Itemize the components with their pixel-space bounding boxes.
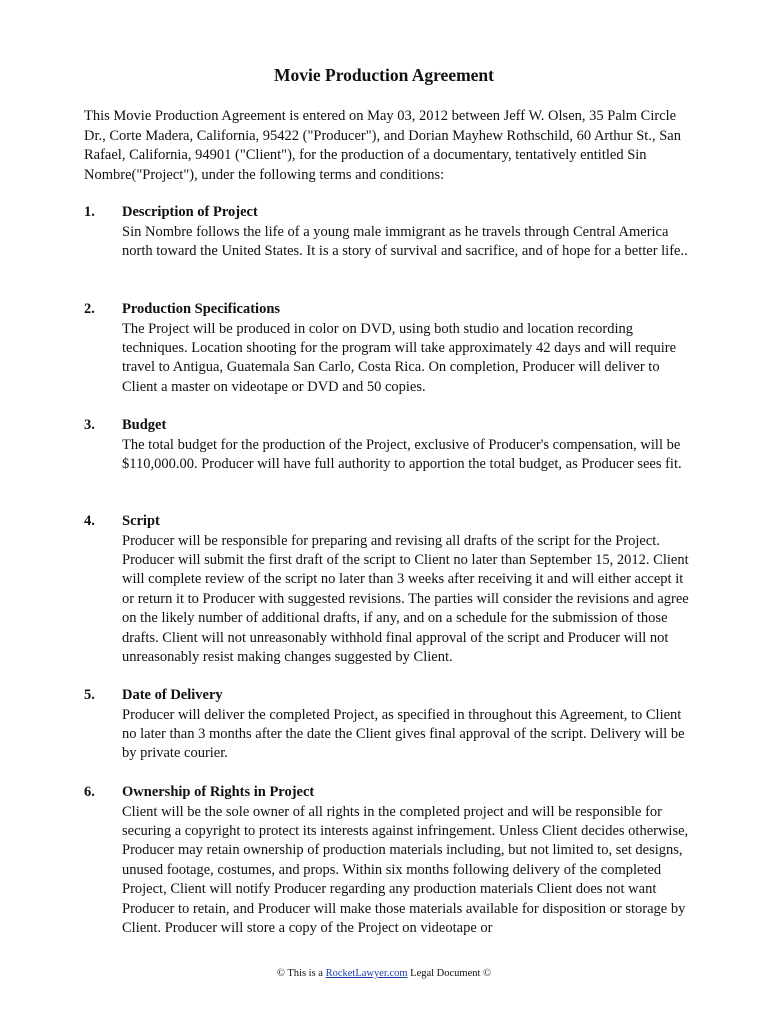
document-title: Movie Production Agreement <box>273 65 494 85</box>
intro-paragraph: This Movie Production Agreement is entered on May 03, 2012 between Jeff W. Olsen, 35 Palm Circle Dr., Corte Madera, California, 95422 ("Producer"), and Dorian Mayhew Rothschild, 60 Arthur St., San Rafael, California, 94901 ("Client"), for the production of a documentary, tentatively entitled Sin Nombre("Project"), under the following terms and conditions: <box>84 108 681 183</box>
section-heading: Budget <box>122 417 167 433</box>
section-body: Producer will deliver the completed Project, as specified in throughout this Agreement, to Client no later than 3 months after the date the Client gives final approval of the script. Delivery will be by private courier. <box>122 706 685 762</box>
rocketlawyer-link[interactable]: RocketLawyer.com <box>325 968 408 979</box>
footer-suffix: Legal Document © <box>407 968 492 979</box>
section-number: 1. <box>84 204 95 220</box>
section-number: 3. <box>84 417 95 433</box>
section-body: Client will be the sole owner of all rights in the completed project and will be responsible for securing a copyright to protect its interests against infringement. Unless Client decides otherwise, Producer may retain ownership of production materials including, but not limited to, set designs, unused footage, costumes, and props. Within six months following delivery of the completed Project, Client will notify Producer regarding any production materials Client does not want Producer to retain, and Producer will make those materials available for disposition or storage by Client. Producer will store a copy of the Project on videotape or <box>122 803 689 936</box>
section-heading: Ownership of Rights in Project <box>122 784 315 800</box>
section-number: 6. <box>84 784 95 800</box>
footer-notice <box>0 967 768 981</box>
section-heading: Production Specifications <box>122 301 281 317</box>
section-body: Sin Nombre follows the life of a young male immigrant as he travels through Central America north toward the United States. It is a story of survival and sacrifice, and of hope for a better life.. <box>122 223 688 259</box>
footer-prefix: © This is a <box>276 968 326 979</box>
section-body: Producer will be responsible for preparing and revising all drafts of the script for the Project. Producer will submit the first draft of the script to Client no later than September 15, 2012. Client will complete review of the script no later than 3 weeks after receiving it and will either accept it or return it to Producer with suggested revisions. The parties will consider the revisions and agree on the likely number of additional drafts, if any, and on a schedule for the submission of those drafts. Client will not unreasonably withhold final approval of the script and Producer will not unreasonably resist making changes suggested by Client. <box>122 532 689 665</box>
section-heading: Date of Delivery <box>122 687 223 703</box>
section-number: 4. <box>84 513 95 529</box>
section-body: The Project will be produced in color on DVD, using both studio and location recording techniques. Location shooting for the program will take approximately 42 days and will require travel to Antigua, Guatemala San Carlo, Costa Rica. On completion, Producer will deliver to Client a master on videotape or DVD and 50 copies. <box>122 320 677 395</box>
section-number: 2. <box>84 301 95 317</box>
section-heading: Description of Project <box>122 204 258 220</box>
section-body: The total budget for the production of the Project, exclusive of Producer's compensation, will be $110,000.00. Producer will have full authority to apportion the total budget, as Producer sees fit. <box>122 436 682 472</box>
section-heading: Script <box>122 513 160 529</box>
section-number: 5. <box>84 687 95 703</box>
